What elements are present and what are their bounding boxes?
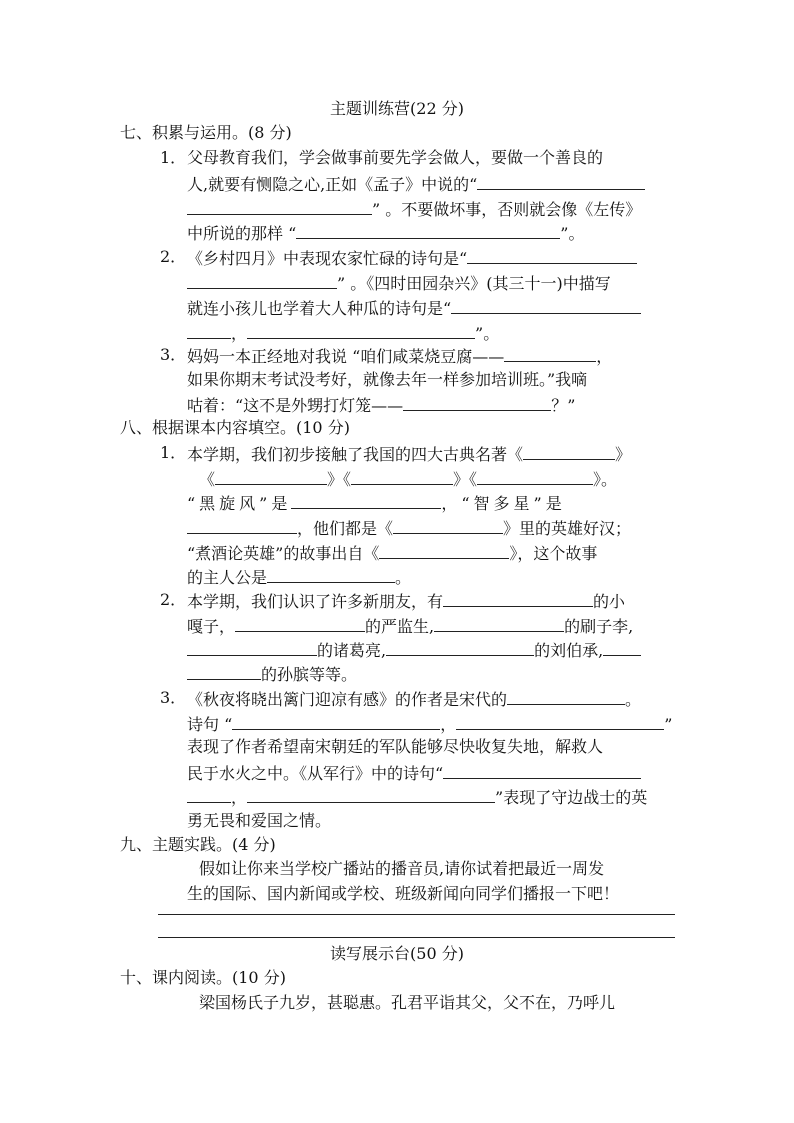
q7-3-line-2: 如果你期末考试没考好，就像去年一样参加培训班。”我嘀	[187, 370, 588, 389]
q7-1-line-1: 父母教育我们，学会做事前要先学会做人，要做一个善良的	[187, 148, 604, 167]
answer-blank[interactable]	[456, 712, 664, 730]
answer-blank[interactable]	[232, 712, 440, 730]
answer-blank[interactable]	[504, 344, 596, 362]
section-10-title: 十、课内阅读。(10 分)	[120, 968, 286, 987]
q8-1-number: 1．	[160, 443, 187, 462]
q8-3-line-4: 民于水火之中。《从军行》中的诗句“	[187, 761, 677, 785]
q8-1-line-1: 本学期，我们初步接触了我国的四大古典名著《 》	[187, 442, 677, 466]
q7-1-line-3: ” 。不要做坏事，否则就会像《左传》	[187, 197, 677, 221]
q8-3-line-2: 诗句 “ ， ”	[187, 712, 677, 736]
section-7-title: 七、积累与运用。(8 分)	[120, 123, 292, 142]
answer-blank[interactable]	[215, 467, 327, 485]
answer-blank[interactable]	[386, 638, 534, 656]
q8-3-line-5: ， ”表现了守边战士的英	[187, 785, 677, 809]
q7-1-line-4: 中所说的那样 “ ”。	[187, 221, 677, 245]
answer-blank[interactable]	[603, 638, 641, 656]
answer-blank[interactable]	[247, 785, 495, 803]
answer-blank[interactable]	[393, 516, 503, 534]
q7-3-line-1: 妈妈一本正经地对我说 “咱们咸菜烧豆腐—— ，	[187, 344, 677, 368]
answer-blank[interactable]	[187, 271, 337, 289]
answer-blank[interactable]	[451, 296, 641, 314]
section-8-title: 八、根据课本内容填空。(10 分)	[120, 418, 350, 437]
q8-1-line-2: 《 》《 》《 》。	[199, 467, 689, 491]
q7-3-number: 3．	[160, 345, 187, 364]
answer-blank[interactable]	[434, 614, 564, 632]
q8-1-line-4: ，他们都是《 》里的英雄好汉；	[187, 516, 677, 540]
answer-blank[interactable]	[187, 785, 231, 803]
q7-2-line-3: 就连小孩儿也学着大人种瓜的诗句是“	[187, 296, 677, 320]
q8-1-line-6: 的主人公是 。	[187, 565, 677, 589]
q7-2-number: 2．	[160, 247, 187, 266]
answer-blank[interactable]	[443, 761, 641, 779]
answer-blank[interactable]	[379, 541, 509, 559]
q8-3-number: 3．	[160, 688, 187, 707]
s9-paragraph-line-1: 假如让你来当学校广播站的播音员,请你试着把最近一周发	[199, 859, 605, 878]
answer-blank[interactable]	[291, 491, 441, 509]
writing-line-1[interactable]	[158, 914, 675, 915]
answer-blank[interactable]	[443, 589, 593, 607]
answer-blank[interactable]	[467, 246, 637, 264]
answer-blank[interactable]	[187, 197, 372, 215]
q7-1-number: 1．	[160, 148, 187, 167]
answer-blank[interactable]	[235, 614, 365, 632]
answer-blank[interactable]	[247, 321, 475, 339]
q7-2-line-2: ” 。《四时田园杂兴》(其三十一)中描写	[187, 271, 677, 295]
s9-paragraph-line-2: 生的国际、国内新闻或学校、班级新闻向同学们播报一下吧！	[187, 884, 620, 903]
section-header-reading-writing: 读写展示台(50 分)	[330, 944, 464, 963]
answer-blank[interactable]	[523, 442, 615, 460]
writing-line-2[interactable]	[158, 937, 675, 938]
answer-blank[interactable]	[507, 687, 625, 705]
q8-2-number: 2．	[160, 590, 187, 609]
answer-blank[interactable]	[403, 393, 551, 411]
answer-blank[interactable]	[187, 321, 231, 339]
answer-blank[interactable]	[187, 662, 261, 680]
q7-1-line-2: 人,就要有恻隐之心,正如《孟子》中说的“	[187, 172, 677, 196]
q8-3-line-1: 《秋夜将晓出篱门迎凉有感》的作者是宋代的 。	[187, 687, 677, 711]
answer-blank[interactable]	[187, 516, 297, 534]
q8-2-line-3: 的诸葛亮, 的刘伯承,	[187, 638, 677, 662]
section-header-practice: 主题训练营(22 分)	[330, 99, 464, 118]
answer-blank[interactable]	[477, 467, 593, 485]
q8-1-line-5: “煮酒论英雄”的故事出自《 》，这个故事	[187, 541, 677, 565]
q8-3-line-6: 勇无畏和爱国之情。	[187, 811, 332, 830]
section-9-title: 九、主题实践。(4 分)	[120, 835, 276, 854]
q8-3-line-3: 表现了作者希望南宋朝廷的军队能够尽快收复失地，解救人	[187, 737, 604, 756]
q8-2-line-1: 本学期，我们认识了许多新朋友，有 的小	[187, 589, 677, 613]
answer-blank[interactable]	[187, 638, 317, 656]
answer-blank[interactable]	[351, 467, 453, 485]
answer-blank[interactable]	[296, 221, 560, 239]
answer-blank[interactable]	[267, 565, 395, 583]
q7-2-line-1: 《乡村四月》中表现农家忙碌的诗句是“	[187, 246, 677, 270]
q7-3-line-3: 咕着：“这不是外甥打灯笼—— ？”	[187, 393, 677, 417]
s10-passage-line-1: 梁国杨氏子九岁，甚聪惠。孔君平诣其父，父不在，乃呼儿	[199, 993, 616, 1012]
q7-2-line-4: ， ”。	[187, 321, 677, 345]
q8-1-line-3: “黑旋风”是 ，“智多星”是	[187, 491, 677, 515]
q8-2-line-4: 的孙膑等等。	[187, 662, 677, 686]
answer-blank[interactable]	[477, 172, 645, 190]
q8-2-line-2: 嘎子， 的严监生, 的刷子李,	[187, 614, 677, 638]
